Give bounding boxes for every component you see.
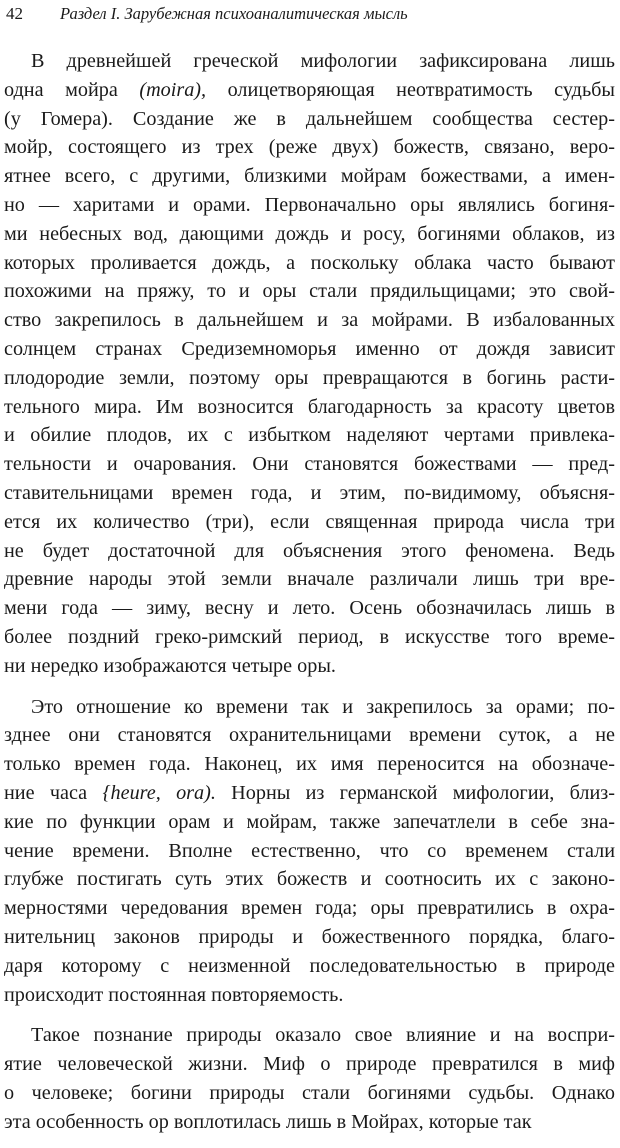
text-line: более поздний греко-римский период, в искусстве того време- [4,625,615,648]
text-line: мойр, состоящего из трех (реже двух) божеств, связано, веро- [4,136,615,159]
italic-term: {heure, ora). [102,781,216,804]
text-line: только времен года. Наконец, их имя переносится на обозначе- [4,753,615,776]
text-line: ние часа {heure, ora). Норны из германской мифологии, близ- [4,781,615,804]
text-line: ятие человеческой жизни. Миф о природе превратился в миф [4,1053,615,1076]
paragraph [4,693,615,1010]
text-line: о человеке; богини природы стали богинями судьбы. Однако [4,1081,615,1104]
text-line: тельного мира. Им возносится благодарность за красоту цветов [4,395,615,418]
text-line: ни нередко изображаются четыре оры. [4,654,336,677]
text-line: ставительницами времен года, и этим, по-видимому, объясня- [4,481,615,504]
text-line: ятнее всего, с другими, близкими мойрам божествами, а имен- [4,165,615,188]
text-line: происходит постоянная повторяемость. [4,983,344,1006]
text-line: зднее они становятся охранительницами времени суток, а не [4,724,615,747]
text-line: Это отношение ко времени так и закрепилось за орами; по- [31,695,615,718]
text-line: ми небесных вод, дающими дождь и росу, богинями облаков, из [4,222,615,245]
text-line: но — харитами и орами. Первоначально оры являлись богиня- [4,193,615,216]
text-line: кие по функции орам и мойрам, также запечатлели в себе зна- [4,810,615,833]
text-line: тельности и очарования. Они становятся божествами — пред- [4,453,615,476]
text-line: ство закрепилось в дальнейшем и за мойрами. В избалованных [4,309,615,332]
text-line: одна мойра (moira), олицетворяющая неотвратимость судьбы [4,78,615,101]
text-line: плодородие земли, поэтому оры превращаются в богинь расти- [4,366,615,389]
text-line: мени года — зиму, весну и лето. Осень обозначилась лишь в [4,597,615,620]
text-line: и обилие плодов, их с избытком наделяют чертами привлека- [4,424,615,447]
text-line: древние народы этой земли вначале различали лишь три вре- [4,568,615,591]
text-line: ется их количество (три), если священная природа числа три [4,510,615,533]
running-title: Раздел I. Зарубежная психоаналитическая мысль [60,4,408,23]
text-line: солнцем странах Средиземноморья именно от дождя зависит [4,337,615,360]
text-line: нительниц законов природы и божественного порядка, благо- [4,925,615,948]
text-line: (у Гомера). Создание же в дальнейшем сообщества сестер- [4,107,615,130]
page-number: 42 [6,4,23,23]
text-line: эта особенность ор воплотилась лишь в Мойрах, которые так [4,1110,532,1133]
text-line: даря которому с неизменной последовательностью в природе [4,954,615,977]
text-line: которых проливается дождь, а поскольку облака часто бывают [4,251,615,274]
text-line: В древнейшей греческой мифологии зафиксирована лишь [31,50,615,72]
paragraph [4,1021,615,1136]
text-line: не будет достаточной для объяснения этого феномена. Ведь [4,539,615,562]
body-text [4,47,615,1148]
text-line: Такое познание природы оказало свое влияние и на воспри- [31,1024,615,1047]
text-line: мерностями чередования времен года; оры превратились в охра- [4,897,615,920]
paragraph [4,47,615,681]
text-line: глубже постигать суть этих божеств и соотносить их с законо- [4,868,615,891]
running-header [6,2,614,26]
text-line: похожими на пряжу, то и оры стали прядильщицами; это свой- [4,280,615,303]
italic-term: (moira), [139,78,207,101]
text-line: чение времени. Вполне естественно, что со временем стали [4,839,615,862]
